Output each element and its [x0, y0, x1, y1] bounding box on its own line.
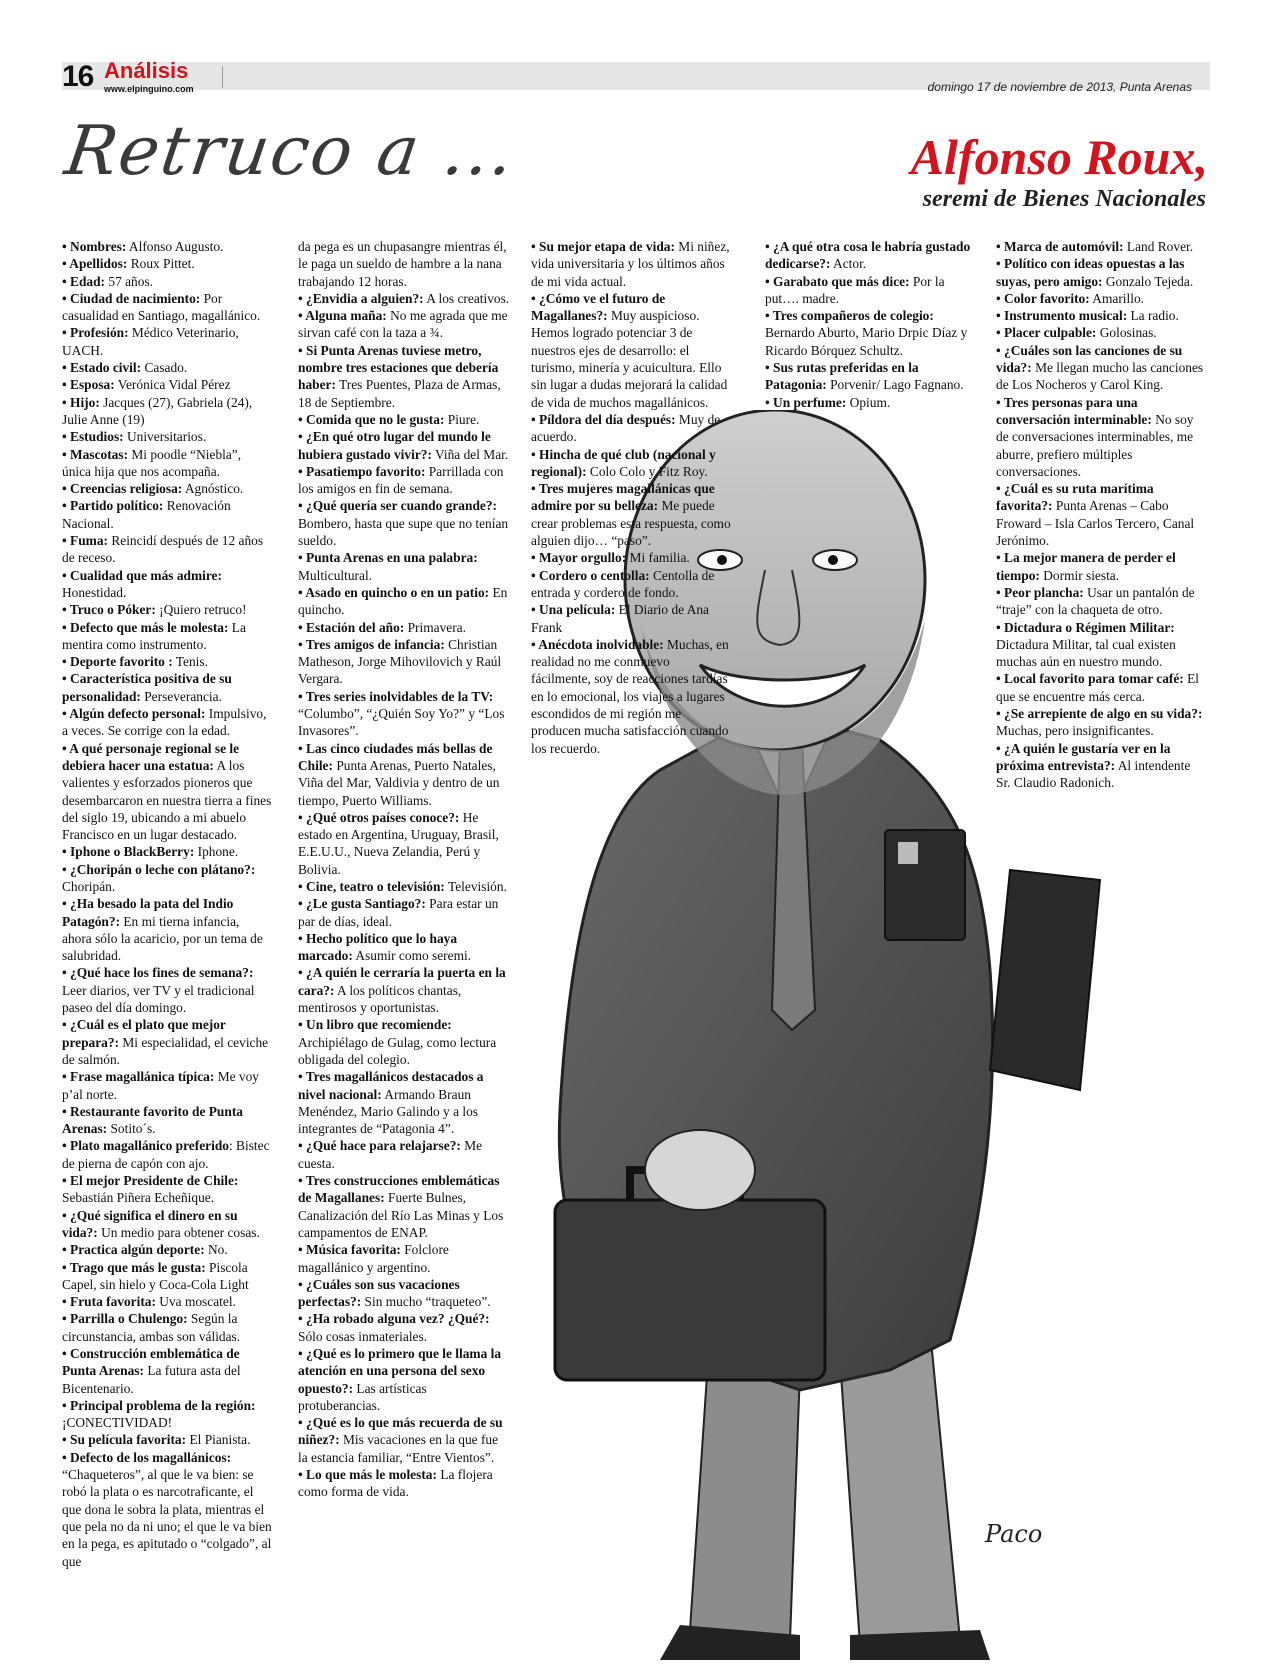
qa-answer: “Columbo”, “¿Quién Soy Yo?” y “Los Invasores”. [298, 706, 505, 739]
qa-question: • Creencias religiosa: [62, 481, 183, 497]
qa-item [62, 1016, 272, 1068]
qa-question: • Marca de automóvil: [996, 239, 1124, 254]
qa-item [62, 497, 272, 532]
qa-question: • ¿Qué hace para relajarse?: [298, 1138, 461, 1154]
qa-question: • Frase magallánica típica: [62, 1069, 215, 1085]
qa-question: • Hijo: [62, 394, 100, 410]
qa-answer: Me cuesta. [298, 1138, 483, 1171]
qa-item [298, 895, 510, 930]
qa-answer: Golosinas. [1096, 325, 1157, 341]
qa-answer: En mi tierna infancia, ahora sólo la acaricio, por un tema de salubridad. [62, 913, 263, 964]
qa-item [765, 359, 980, 394]
qa-item [765, 307, 980, 359]
qa-question: • ¿Ha robado alguna vez? ¿Qué?: [298, 1311, 490, 1327]
qa-item [62, 238, 272, 255]
qa-question: • Edad: [62, 273, 106, 289]
qa-answer: Usar un pantalón de “traje” con la chaqueta de otro. [996, 584, 1195, 618]
qa-question: • Anécdota inolvidable: [531, 636, 664, 652]
qa-question: • Practica algún deporte: [62, 1242, 205, 1258]
qa-question: • ¿Cuál es su ruta marítima favorita?: [996, 481, 1154, 514]
qa-answer: Mi especialidad, el ceviche de salmón. [62, 1034, 269, 1067]
qa-question: • ¿En qué otro lugar del mundo le hubiera gustado vivir?: [298, 429, 491, 462]
qa-item [62, 895, 272, 964]
qa-answer: He estado en Argentina, Uruguay, Brasil, E.E.U.U., Nueva Zelandia, Perú y Bolivia. [298, 809, 499, 877]
qa-column-1 [62, 238, 272, 1570]
qa-answer: Médico Veterinario, UACH. [62, 325, 239, 358]
qa-answer: Al intendente Sr. Claudio Radonich. [996, 757, 1191, 791]
qa-item [531, 480, 731, 549]
qa-item [298, 584, 510, 619]
qa-item [531, 601, 731, 636]
qa-answer: Land Rover. [1123, 239, 1194, 254]
qa-answer: Parrillada con los amigos en fin de semana. [298, 463, 504, 497]
qa-item [62, 1259, 272, 1294]
qa-answer: ¡Quiero retruco! [155, 602, 247, 618]
qa-answer: A los valientes y esforzados pioneros que desembarcaron en nuestra tierra a fines del siglo 19, ubicando a mi abuelo Francisco en un lugar destacado. [62, 757, 272, 843]
qa-question: • Plato magallánico preferido [62, 1138, 229, 1154]
qa-question: • Lo que más le molesta: [298, 1467, 437, 1483]
qa-item [765, 238, 980, 273]
qa-item [298, 1345, 510, 1414]
qa-item [298, 238, 510, 290]
qa-answer: da pega es un chupasangre mientras él, le paga un sueldo de hambre a la nana trabajando 12 horas. [298, 239, 507, 289]
qa-question: • Cine, teatro o televisión: [298, 878, 445, 894]
qa-item [62, 1449, 272, 1570]
qa-answer: Jacques (27), Gabriela (24), Julie Anne (19) [62, 394, 253, 427]
qa-question: • La mejor manera de perder el tiempo: [996, 550, 1176, 583]
interviewee-role: seremi de Bienes Nacionales [922, 186, 1206, 212]
qa-question: • Apellidos: [62, 256, 128, 272]
qa-item [298, 497, 510, 549]
qa-answer: Perseverancia. [140, 688, 222, 704]
qa-item [996, 480, 1206, 549]
qa-item [62, 653, 272, 670]
qa-item [298, 964, 510, 1016]
qa-question: • ¿Se arrepiente de algo en su vida?: [996, 706, 1203, 722]
qa-answer: Folclore magallánico y argentino. [298, 1242, 449, 1275]
qa-answer: Dormir siesta. [1039, 567, 1120, 583]
qa-item [298, 428, 510, 463]
qa-answer: Las artísticas protuberancias. [298, 1380, 427, 1413]
qa-item [765, 273, 980, 308]
qa-question: • Trago que más le gusta: [62, 1259, 206, 1275]
qa-question: • Defecto que más le molesta: [62, 619, 229, 635]
qa-item [62, 532, 272, 567]
qa-answer: Punta Arenas, Puerto Natales, Viña del Mar, Valdivia y dentro de un tiempo, Puerto Williams. [298, 757, 500, 808]
qa-answer: Honestidad. [62, 584, 127, 600]
qa-item [298, 878, 510, 895]
qa-question: • Tres construcciones emblemáticas de Magallanes: [298, 1173, 500, 1206]
qa-question: • Cualidad que más admire: [62, 567, 222, 583]
qa-item [62, 255, 272, 272]
qa-answer: Amarillo. [1089, 290, 1145, 306]
qa-answer: Sotito´s. [107, 1121, 156, 1137]
qa-item [62, 1345, 272, 1397]
qa-question: • ¿Ha besado la pata del Indio Patagón?: [62, 896, 234, 929]
qa-item [298, 636, 510, 688]
qa-question: • ¿Cuáles son las canciones de su vida?: [996, 342, 1183, 376]
qa-item [62, 428, 272, 445]
qa-answer: El que se encuentre más cerca. [996, 671, 1200, 704]
qa-item [298, 463, 510, 498]
qa-question: • ¿Qué hace los fines de semana?: [62, 965, 254, 981]
qa-question: • Sus rutas preferidas en la Patagonia: [765, 360, 919, 393]
qa-item [996, 238, 1206, 255]
qa-item [298, 549, 510, 584]
qa-item [996, 290, 1206, 307]
qa-answer: Asumir como seremi. [352, 948, 472, 964]
qa-answer: Dictadura Militar, tal cual existen muchas aún en nuestro mundo. [996, 636, 1176, 670]
qa-question: • Tres magallánicos destacados a nivel nacional: [298, 1069, 484, 1102]
illustrator-signature: Paco [985, 1520, 1043, 1548]
qa-item [298, 1241, 510, 1276]
qa-item [62, 601, 272, 618]
qa-item [531, 567, 731, 602]
qa-item [531, 549, 731, 566]
qa-question: • ¿Qué quería ser cuando grande?: [298, 498, 497, 514]
qa-answer: La futura asta del Bicentenario. [62, 1363, 241, 1396]
interviewee-name: Alfonso Roux, [910, 129, 1208, 185]
qa-answer: Bernardo Aburto, Mario Drpic Díaz y Ricardo Bórquez Schultz. [765, 325, 968, 358]
qa-answer: Archipiélago de Gulag, como lectura obligada del colegio. [298, 1034, 497, 1067]
qa-item [62, 670, 272, 705]
qa-item [298, 688, 510, 740]
qa-item [996, 740, 1206, 792]
qa-question: • ¿A quién le gustaría ver en la próxima entrevista?: [996, 740, 1171, 773]
qa-answer: Verónica Vidal Pérez [114, 377, 231, 393]
qa-answer: No me agrada que me sirvan café con la taza a ¾. [298, 308, 508, 341]
qa-item [62, 619, 272, 654]
qa-answer: Gonzalo Tejeda. [1102, 273, 1194, 289]
qa-question: • Color favorito: [996, 290, 1090, 306]
qa-item [531, 238, 731, 290]
qa-item [996, 705, 1206, 740]
qa-item [62, 964, 272, 1016]
qa-answer: Mi poodle “Niebla”, única hija que nos acompaña. [62, 446, 242, 479]
qa-answer: Roux Pittet. [127, 256, 195, 272]
qa-answer: Para estar un par de días, ideal. [298, 896, 499, 929]
qa-answer: Porvenir/ Lago Fagnano. [826, 377, 964, 393]
qa-answer: No. [204, 1242, 228, 1258]
qa-column-3 [531, 238, 731, 757]
qa-item [298, 1276, 510, 1311]
qa-item [62, 740, 272, 844]
qa-question: • Placer culpable: [996, 325, 1097, 341]
qa-answer: En quincho. [298, 584, 508, 618]
qa-answer: Me llegan mucho las canciones de Los Nocheros y Carol King. [996, 360, 1204, 393]
qa-question: • Hincha de qué club (nacional y regional): [531, 446, 716, 479]
qa-item [298, 1414, 510, 1466]
qa-question: • ¿Cuáles son sus vacaciones perfectas?: [298, 1276, 460, 1310]
qa-question: • Un perfume: [765, 394, 847, 410]
qa-answer: Mi familia. [626, 550, 690, 566]
qa-question: • Característica positiva de su personalidad: [62, 671, 232, 704]
qa-question: • A qué personaje regional se le debiera hacer una estatua: [62, 740, 240, 773]
qa-question: • Fuma: [62, 533, 108, 549]
qa-answer: Por la put…. madre. [765, 273, 945, 306]
qa-item [298, 290, 510, 307]
qa-answer: Sólo cosas inmateriales. [298, 1328, 428, 1344]
qa-question: • Estación del año: [298, 619, 405, 635]
qa-answer: Uva moscatel. [155, 1294, 236, 1310]
qa-answer: Reincidí después de 12 años de receso. [62, 533, 264, 566]
qa-answer: Piure. [444, 411, 480, 427]
qa-answer: Sebastián Piñera Echeñique. [62, 1190, 215, 1206]
qa-answer: Televisión. [444, 878, 507, 894]
qa-item [531, 411, 731, 446]
qa-answer: No soy de conversaciones interminables, me aburre, prefiero múltiples conversaciones. [996, 411, 1194, 479]
qa-item [996, 670, 1206, 705]
qa-item [996, 619, 1206, 671]
qa-column-2 [298, 238, 510, 1501]
qa-question: • Alguna maña: [298, 308, 387, 324]
qa-answer: Me puede crear problemas esta respuesta, como alguien dijo… “paso”. [531, 498, 731, 549]
qa-item [531, 290, 731, 411]
qa-answer: La radio. [1127, 308, 1179, 324]
qa-answer: Opium. [846, 394, 891, 410]
qa-item [298, 307, 510, 342]
qa-answer: Muy auspicioso. Hemos logrado potenciar 3 de nuestros ejes de desarrollo: el turismo, minería y acuicultura. Ello sin lugar a dudas mejorará la calidad de vida de muchos magallánicos. [531, 308, 728, 410]
qa-question: • Las cinco ciudades más bellas de Chile: [298, 740, 493, 773]
qa-answer: Por casualidad en Santiago, magallánico. [62, 290, 261, 324]
qa-answer: A los políticos chantas, mentirosos y oportunistas. [298, 982, 462, 1016]
qa-answer: Mi niñez, vida universitaria y los últimos años de mi vida actual. [531, 239, 730, 289]
qa-question: • ¿Choripán o leche con plátano?: [62, 861, 256, 877]
header-divider [222, 66, 223, 88]
qa-answer: Un medio para obtener cosas. [97, 1224, 260, 1240]
qa-answer: Impulsivo, a veces. Se corrige con la edad. [62, 706, 267, 739]
qa-answer: El Diario de Ana Frank [531, 602, 710, 635]
qa-question: • Tres personas para una conversación interminable: [996, 394, 1152, 427]
qa-item [996, 307, 1206, 324]
qa-answer: La mentira como instrumento. [62, 619, 246, 652]
qa-item [765, 394, 980, 411]
qa-question: • ¿A quién le cerraría la puerta en la cara?: [298, 965, 506, 998]
qa-answer: La flojera como forma de vida. [298, 1467, 493, 1500]
qa-item [62, 1137, 272, 1172]
qa-item [62, 1431, 272, 1448]
qa-item [298, 809, 510, 878]
qa-question: • Su mejor etapa de vida: [531, 239, 675, 254]
qa-item [62, 1103, 272, 1138]
qa-question: • Deporte favorito : [62, 654, 173, 670]
qa-answer: Renovación Nacional. [62, 498, 231, 531]
qa-item [298, 1310, 510, 1345]
qa-question: • Fruta favorita: [62, 1294, 156, 1310]
qa-question: • Construcción emblemática de Punta Arenas: [62, 1346, 240, 1379]
qa-answer: Christian Matheson, Jorge Mihovilovich y Raúl Vergara. [298, 636, 502, 687]
qa-item [298, 619, 510, 636]
qa-answer: Sin mucho “traqueteo”. [361, 1294, 491, 1310]
qa-item [62, 1207, 272, 1242]
qa-question: • Político con ideas opuestas a las suyas, pero amigo: [996, 256, 1185, 289]
qa-item [62, 290, 272, 325]
qa-question: • Iphone o BlackBerry: [62, 844, 195, 860]
qa-answer: Muy de acuerdo. [531, 411, 721, 445]
qa-item [62, 1293, 272, 1310]
qa-answer: Punta Arenas – Cabo Froward – Isla Carlos Tercero, Canal Jerónimo. [996, 498, 1195, 549]
qa-question: • Principal problema de la región: [62, 1397, 256, 1413]
qa-item [298, 1172, 510, 1241]
qa-answer: Leer diarios, ver TV y el tradicional paseo del día domingo. [62, 982, 255, 1016]
qa-question: • El mejor Presidente de Chile: [62, 1173, 239, 1189]
qa-answer: Bombero, hasta que supe que no tenían sueldo. [298, 515, 509, 549]
qa-question: • Restaurante favorito de Punta Arenas: [62, 1103, 243, 1137]
qa-question: • ¿Cómo ve el futuro de Magallanes?: [531, 290, 666, 324]
qa-question: • Hecho político que lo haya marcado: [298, 930, 458, 964]
qa-question: • Estado civil: [62, 360, 142, 376]
qa-answer: Iphone. [194, 844, 239, 860]
qa-question: • Una película: [531, 602, 616, 618]
qa-question: • ¿Qué es lo primero que le llama la atención en una persona del sexo opuesto?: [298, 1346, 502, 1396]
qa-question: • Partido político: [62, 498, 164, 514]
qa-item [62, 324, 272, 359]
qa-question: • Estudios: [62, 429, 124, 445]
qa-question: • Píldora del día después: [531, 411, 676, 427]
qa-item [62, 861, 272, 896]
qa-item [62, 1397, 272, 1432]
qa-question: • Su película favorita: [62, 1432, 187, 1448]
qa-item [298, 342, 510, 411]
qa-question: • Ciudad de nacimiento: [62, 290, 201, 306]
qa-question: • Mascotas: [62, 446, 129, 462]
qa-item [298, 411, 510, 428]
qa-answer: Muchas, pero insignificantes. [996, 723, 1154, 739]
qa-answer: A los creativos. [423, 290, 510, 306]
qa-question: • Parrilla o Chulengo: [62, 1311, 188, 1327]
qa-answer: Colo Colo y Fitz Roy. [586, 463, 708, 479]
qa-question: • Tres series inolvidables de la TV: [298, 688, 494, 704]
qa-answer: Choripán. [62, 878, 116, 894]
qa-answer: Multicultural. [298, 567, 373, 583]
qa-question: • Local favorito para tomar café: [996, 671, 1184, 687]
qa-item [996, 255, 1206, 290]
qa-item [62, 1172, 272, 1207]
qa-column-5 [996, 238, 1206, 792]
qa-item [996, 342, 1206, 394]
qa-item [62, 1310, 272, 1345]
qa-question: • Esposa: [62, 377, 115, 393]
qa-question: • Cordero o centolla: [531, 567, 650, 583]
qa-answer: Primavera. [404, 619, 466, 635]
qa-answer: Centolla de entrada y cordero de fondo. [531, 567, 715, 600]
qa-column-4 [765, 238, 980, 411]
qa-question: • ¿Cuál es el plato que mejor prepara?: [62, 1017, 226, 1050]
qa-question: • Pasatiempo favorito: [298, 463, 426, 479]
qa-item [62, 480, 272, 497]
qa-question: • Un libro que recomiende: [298, 1017, 452, 1033]
qa-answer: Alfonso Augusto. [126, 239, 224, 254]
qa-question: • Defecto de los magallánicos: [62, 1449, 232, 1465]
qa-item [62, 705, 272, 740]
qa-answer: Armando Braun Menéndez, Mario Galindo y a los integrantes de “Patagonia 4”. [298, 1086, 478, 1137]
qa-answer: Viña del Mar. [431, 446, 509, 462]
qa-item [62, 446, 272, 481]
dateline: domingo 17 de noviembre de 2013, Punta Arenas [927, 80, 1192, 94]
qa-item [996, 324, 1206, 341]
qa-answer: : Bistec de pierna de capón con ajo. [62, 1138, 270, 1171]
qa-question: • Mayor orgullo: [531, 550, 627, 566]
qa-question: • Asado en quincho o en un patio: [298, 584, 490, 600]
qa-item [298, 1137, 510, 1172]
qa-answer: Universitarios. [123, 429, 207, 445]
qa-answer: Según la circunstancia, ambas son válidas. [62, 1311, 241, 1344]
qa-answer: Tres Puentes, Plaza de Armas, 18 de Septiembre. [298, 377, 501, 410]
qa-answer: Actor. [830, 256, 867, 272]
qa-answer: 57 años. [105, 273, 154, 289]
qa-question: • ¿Qué significa el dinero en su vida?: [62, 1207, 238, 1240]
qa-question: • Música favorita: [298, 1242, 401, 1258]
section-logo: Análisis [104, 58, 189, 83]
qa-item [298, 1016, 510, 1068]
qa-item [62, 1241, 272, 1258]
qa-item [298, 1466, 510, 1501]
qa-question: • ¿Qué es lo que más recuerda de su niñez?: [298, 1415, 503, 1448]
qa-answer: Muchas, en realidad no me conmuevo fácilmente, soy de reacciones tardías en lo emocional, los viajes a lugares escondidos de mi región me producen mucha satisfacción cuando los recuerdo. [531, 636, 729, 756]
qa-question: • ¿Qué otros países conoce?: [298, 809, 460, 825]
qa-answer: Tenis. [172, 654, 208, 670]
qa-item [62, 567, 272, 602]
qa-answer: “Chaqueteros”, al que le va bien: se robó la plata o es narcotraficante, el que dona le sobra la plata, mientras el que pela no da ni uno; el que le va bien en la pega, es apitutado o “colgado”, al que [62, 1467, 272, 1569]
qa-item [996, 394, 1206, 480]
qa-question: • Algún defecto personal: [62, 706, 206, 722]
qa-answer: Agnóstico. [182, 481, 244, 497]
qa-question: • Peor plancha: [996, 584, 1084, 600]
qa-item [62, 1068, 272, 1103]
qa-item [531, 636, 731, 757]
qa-item [298, 1068, 510, 1137]
qa-question: • Truco o Póker: [62, 602, 156, 618]
site-url: www.elpinguino.com [104, 84, 194, 94]
qa-question: • Punta Arenas en una palabra: [298, 550, 478, 566]
qa-answer: El Pianista. [186, 1432, 251, 1448]
qa-item [62, 376, 272, 393]
qa-item [62, 359, 272, 376]
qa-question: • Tres amigos de infancia: [298, 636, 445, 652]
qa-question: • ¿A qué otra cosa le habría gustado dedicarse?: [765, 239, 971, 272]
qa-answer: Casado. [141, 360, 188, 376]
qa-answer: Me voy p’al norte. [62, 1069, 259, 1102]
qa-answer: ¡CONECTIVIDAD! [62, 1415, 173, 1431]
qa-question: • Garabato que más dice: [765, 273, 910, 289]
qa-answer: Mis vacaciones en la que fue la estancia familiar, “Entre Vientos”. [298, 1432, 499, 1465]
page-number: 16 [62, 60, 94, 93]
qa-item [62, 394, 272, 429]
qa-question: • Profesión: [62, 325, 129, 341]
qa-item [531, 446, 731, 481]
qa-question: • Instrumento musical: [996, 308, 1128, 324]
qa-question: • Dictadura o Régimen Militar: [996, 619, 1175, 635]
qa-answer: Fuerte Bulnes, Canalización del Río Las Minas y Los campamentos de ENAP. [298, 1190, 504, 1240]
kicker-title: Retruco a ... [60, 112, 521, 191]
qa-item [62, 843, 272, 860]
qa-question: • Si Punta Arenas tuviese metro, nombre tres estaciones que debería haber: [298, 342, 499, 393]
qa-item [996, 584, 1206, 619]
qa-question: • Comida que no le gusta: [298, 411, 445, 427]
qa-item [996, 549, 1206, 584]
qa-question: • Tres mujeres magallánicas que admire por su belleza: [531, 481, 715, 514]
qa-item [62, 273, 272, 290]
qa-answer: Piscola Capel, sin hielo y Coca-Cola Light [62, 1259, 249, 1292]
qa-question: • Tres compañeros de colegio: [765, 308, 934, 324]
qa-question: • ¿Le gusta Santiago?: [298, 896, 426, 912]
qa-item [298, 930, 510, 965]
qa-question: • Nombres: [62, 239, 127, 254]
qa-item [298, 740, 510, 809]
qa-question: • ¿Envidia a alguien?: [298, 290, 424, 306]
